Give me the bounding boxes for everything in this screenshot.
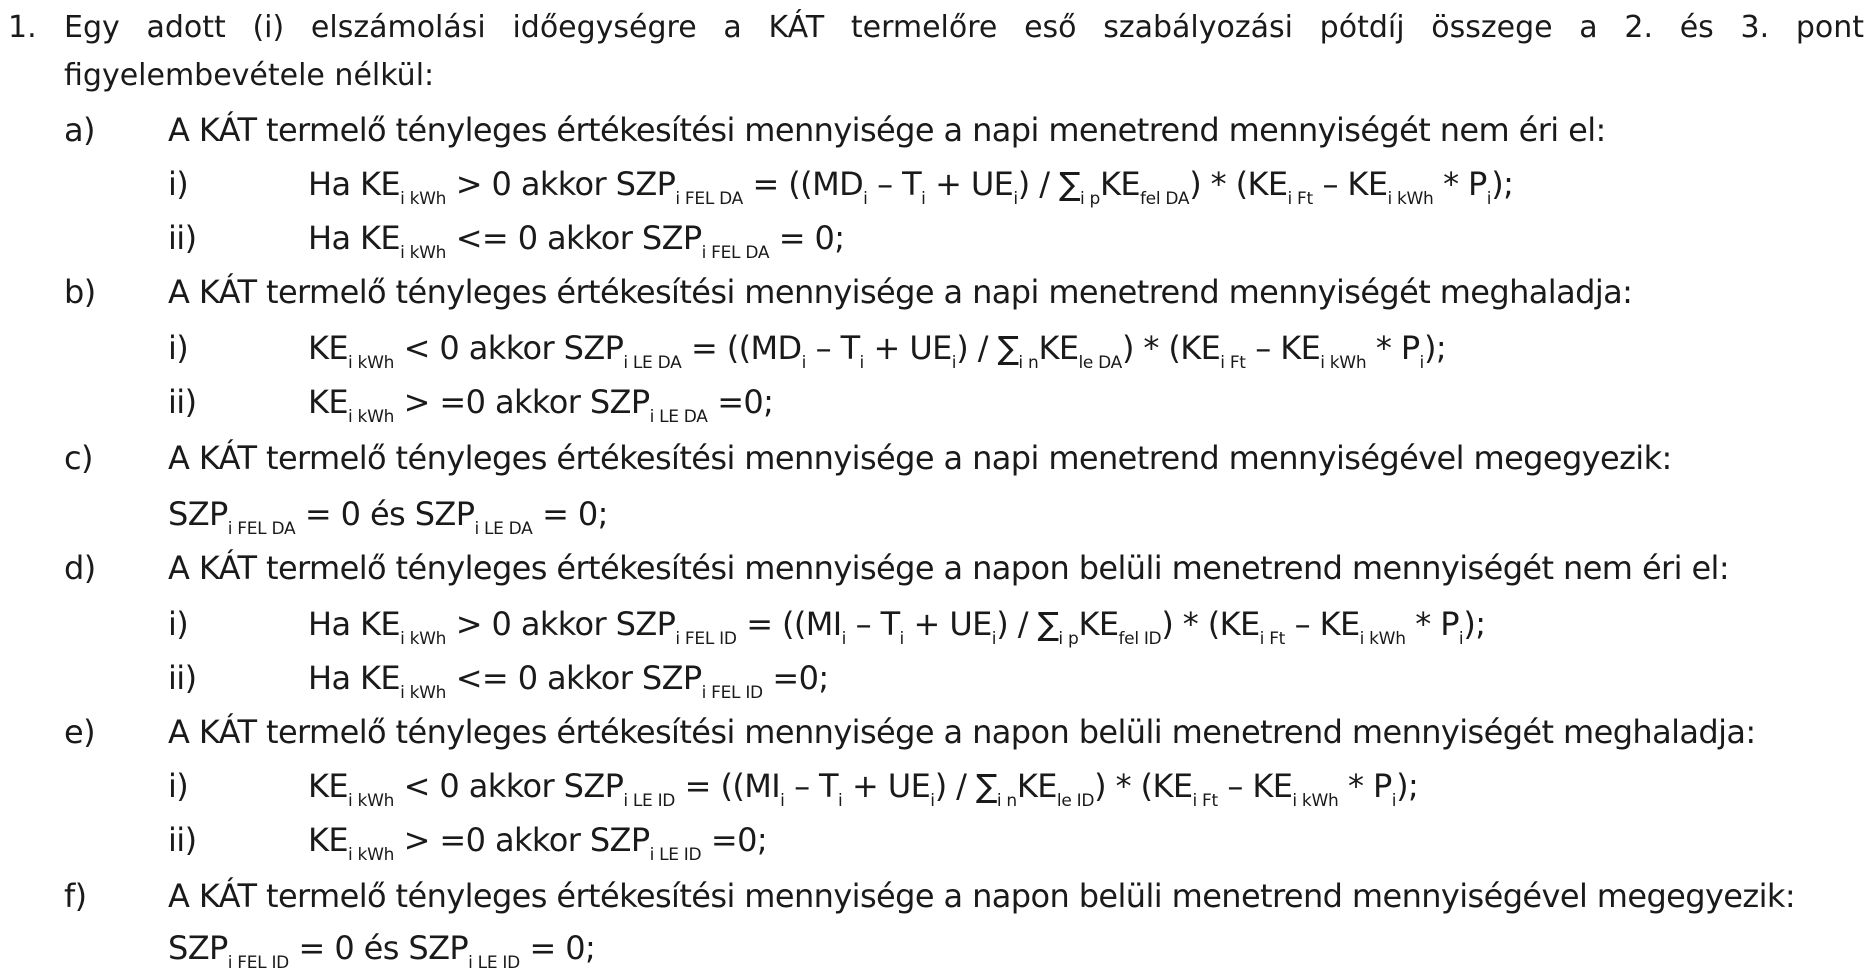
- formula-text: );: [1463, 605, 1486, 643]
- formula-text: – T: [806, 329, 860, 367]
- formula-subscript: i kWh: [348, 407, 395, 427]
- formula-text: = 0 és SZP: [295, 495, 475, 533]
- formula-subscript: i LE ID: [468, 953, 520, 973]
- formula: [308, 328, 1447, 373]
- formula-subscript: i LE DA: [474, 519, 533, 539]
- item-label: b): [64, 273, 96, 311]
- formula-subscript: i: [1391, 791, 1397, 811]
- formula-subscript: i Ft: [1220, 353, 1246, 373]
- formula-text: KE: [1099, 165, 1140, 203]
- formula-text: – KE: [1285, 605, 1360, 643]
- formula: [308, 604, 1486, 649]
- formula-subscript: i: [838, 791, 843, 811]
- formula-text: + UE: [925, 165, 1014, 203]
- formula-text: + UE: [903, 605, 992, 643]
- formula-text: – T: [846, 605, 900, 643]
- formula-subscript: i: [951, 353, 957, 373]
- formula-text: =0;: [701, 821, 768, 859]
- formula-subscript: le ID: [1056, 791, 1095, 811]
- formula: [308, 164, 1514, 209]
- formula-subscript: i: [841, 629, 847, 649]
- formula-text: – KE: [1245, 329, 1321, 367]
- formula-text: Ha KE: [308, 605, 401, 643]
- formula-subscript: i kWh: [400, 189, 447, 209]
- formula-text: =0;: [707, 383, 774, 421]
- formula-text: = 0 és SZP: [288, 929, 469, 967]
- formula-text: );: [1491, 165, 1514, 203]
- formula-subscript: i n: [996, 791, 1017, 811]
- formula-text: * P: [1405, 605, 1459, 643]
- formula: [168, 928, 596, 973]
- formula-subscript: i FEL ID: [227, 953, 289, 973]
- formula-text: Ha KE: [308, 165, 401, 203]
- formula-text: ) * (KE: [1121, 329, 1221, 367]
- subitem-label: ii): [168, 821, 197, 859]
- item-text: A KÁT termelő tényleges értékesítési mennyisége a napi menetrend mennyiségét meghaladja:: [168, 273, 1633, 311]
- formula-text: > =0 akkor SZP: [394, 383, 650, 421]
- formula-subscript: i kWh: [400, 629, 447, 649]
- formula-text: – KE: [1312, 165, 1388, 203]
- formula-text: KE: [308, 767, 349, 805]
- formula-subscript: i kWh: [1292, 791, 1339, 811]
- formula-subscript: i kWh: [348, 791, 395, 811]
- formula-subscript: i FEL ID: [675, 629, 737, 649]
- intro-text-line-2: figyelembevétele nélkül:: [64, 58, 435, 93]
- formula: [308, 382, 774, 427]
- formula-subscript: i Ft: [1192, 791, 1218, 811]
- subitem-label: i): [168, 767, 189, 805]
- formula-subscript: i LE ID: [649, 845, 702, 865]
- formula-subscript: i FEL DA: [701, 243, 770, 263]
- formula-text: = ((MI: [675, 767, 781, 805]
- formula-text: * P: [1433, 165, 1487, 203]
- formula-text: KE: [1038, 329, 1079, 367]
- formula-text: <= 0 akkor SZP: [446, 219, 702, 257]
- formula: [308, 218, 845, 263]
- formula-subscript: i kWh: [348, 353, 395, 373]
- item-label: d): [64, 549, 96, 587]
- formula-subscript: i: [863, 189, 868, 209]
- formula-text: < 0 akkor SZP: [394, 767, 624, 805]
- formula: [308, 766, 1419, 811]
- intro-text-line-1: Egy adott (i) elszámolási időegységre a KÁT termelőre eső szabályozási pótdíj összege a 2. és 3. pont: [64, 10, 1864, 45]
- formula-subscript: i: [921, 189, 926, 209]
- item-text: A KÁT termelő tényleges értékesítési mennyisége a napon belüli menetrend mennyiségét nem éri el:: [168, 549, 1730, 587]
- formula-text: > 0 akkor SZP: [446, 605, 676, 643]
- formula-subscript: i FEL DA: [227, 519, 296, 539]
- formula-subscript: i kWh: [1359, 629, 1406, 649]
- formula-text: KE: [308, 383, 349, 421]
- formula-text: = 0;: [532, 495, 608, 533]
- formula-text: > =0 akkor SZP: [394, 821, 650, 859]
- item-label: a): [64, 111, 95, 149]
- formula-text: ) / ∑: [996, 605, 1059, 643]
- formula-text: ) * (KE: [1161, 605, 1260, 643]
- formula-text: KE: [308, 821, 349, 859]
- item-label: e): [64, 713, 95, 751]
- formula-subscript: i LE DA: [649, 407, 708, 427]
- formula-subscript: le DA: [1078, 353, 1122, 373]
- formula-subscript: i: [1486, 189, 1492, 209]
- formula-subscript: i: [991, 629, 997, 649]
- formula-text: SZP: [168, 495, 228, 533]
- formula-text: = ((MD: [681, 329, 802, 367]
- formula-text: );: [1396, 767, 1419, 805]
- formula-text: KE: [308, 329, 349, 367]
- formula-text: – KE: [1217, 767, 1293, 805]
- subitem-label: ii): [168, 219, 197, 257]
- formula-text: ) * (KE: [1094, 767, 1193, 805]
- formula-text: =0;: [762, 659, 829, 697]
- formula-text: * P: [1338, 767, 1392, 805]
- formula-subscript: i: [1419, 353, 1424, 373]
- subitem-label: ii): [168, 659, 197, 697]
- formula-text: > 0 akkor SZP: [446, 165, 676, 203]
- formula-text: );: [1423, 329, 1447, 367]
- formula-text: < 0 akkor SZP: [394, 329, 624, 367]
- item-text: A KÁT termelő tényleges értékesítési mennyisége a napon belüli menetrend mennyiségét meghaladja:: [168, 713, 1756, 751]
- formula-text: + UE: [842, 767, 931, 805]
- formula-subscript: i: [1013, 189, 1018, 209]
- formula-text: KE: [1078, 605, 1119, 643]
- formula-subscript: i LE DA: [623, 353, 682, 373]
- formula-text: ) * (KE: [1189, 165, 1288, 203]
- formula-subscript: i LE ID: [623, 791, 676, 811]
- formula-subscript: fel DA: [1139, 189, 1190, 209]
- formula-subscript: i kWh: [1387, 189, 1434, 209]
- formula-subscript: i p: [1079, 189, 1100, 209]
- formula-subscript: i Ft: [1259, 629, 1286, 649]
- formula-subscript: i kWh: [348, 845, 395, 865]
- formula-subscript: i kWh: [400, 243, 447, 263]
- formula-subscript: i p: [1058, 629, 1079, 649]
- formula: [308, 820, 768, 865]
- item-label: f): [64, 877, 87, 915]
- item-text: A KÁT termelő tényleges értékesítési mennyisége a napi menetrend mennyiségét nem éri el:: [168, 111, 1606, 149]
- formula-subscript: i Ft: [1287, 189, 1313, 209]
- formula-text: = 0;: [769, 219, 845, 257]
- formula-subscript: i: [930, 791, 935, 811]
- formula: [308, 658, 829, 703]
- item-text: A KÁT termelő tényleges értékesítési mennyisége a napi menetrend mennyiségével megegyezik:: [168, 439, 1672, 477]
- subitem-label: i): [168, 329, 189, 367]
- subitem-label: i): [168, 605, 189, 643]
- formula-text: SZP: [168, 929, 228, 967]
- subitem-label: i): [168, 165, 189, 203]
- formula: [168, 494, 608, 539]
- item-text: A KÁT termelő tényleges értékesítési mennyisége a napon belüli menetrend mennyiségével megegyezik:: [168, 877, 1795, 915]
- formula-subscript: i: [801, 353, 807, 373]
- formula-subscript: i kWh: [1320, 353, 1367, 373]
- formula-subscript: i FEL DA: [675, 189, 743, 209]
- formula-text: * P: [1366, 329, 1420, 367]
- paragraph-number: 1.: [8, 10, 37, 45]
- formula-subscript: i: [859, 353, 864, 373]
- formula-text: = 0;: [519, 929, 596, 967]
- formula-subscript: fel ID: [1118, 629, 1162, 649]
- formula-text: = ((MI: [736, 605, 842, 643]
- formula-subscript: i kWh: [400, 683, 447, 703]
- formula-text: + UE: [863, 329, 952, 367]
- formula-text: Ha KE: [308, 659, 401, 697]
- formula-subscript: i n: [1018, 353, 1039, 373]
- formula-subscript: i FEL ID: [701, 683, 763, 703]
- subitem-label: ii): [168, 383, 197, 421]
- formula-text: <= 0 akkor SZP: [446, 659, 702, 697]
- formula-text: ) / ∑: [956, 329, 1019, 367]
- formula-text: Ha KE: [308, 219, 401, 257]
- item-label: c): [64, 439, 93, 477]
- formula-subscript: i: [1458, 629, 1464, 649]
- formula-text: ) / ∑: [1017, 165, 1080, 203]
- formula-text: – T: [784, 767, 839, 805]
- formula-text: ) / ∑: [934, 767, 997, 805]
- formula-text: = ((MD: [742, 165, 864, 203]
- formula-subscript: i: [899, 629, 904, 649]
- formula-text: KE: [1016, 767, 1057, 805]
- formula-subscript: i: [780, 791, 785, 811]
- formula-text: – T: [867, 165, 922, 203]
